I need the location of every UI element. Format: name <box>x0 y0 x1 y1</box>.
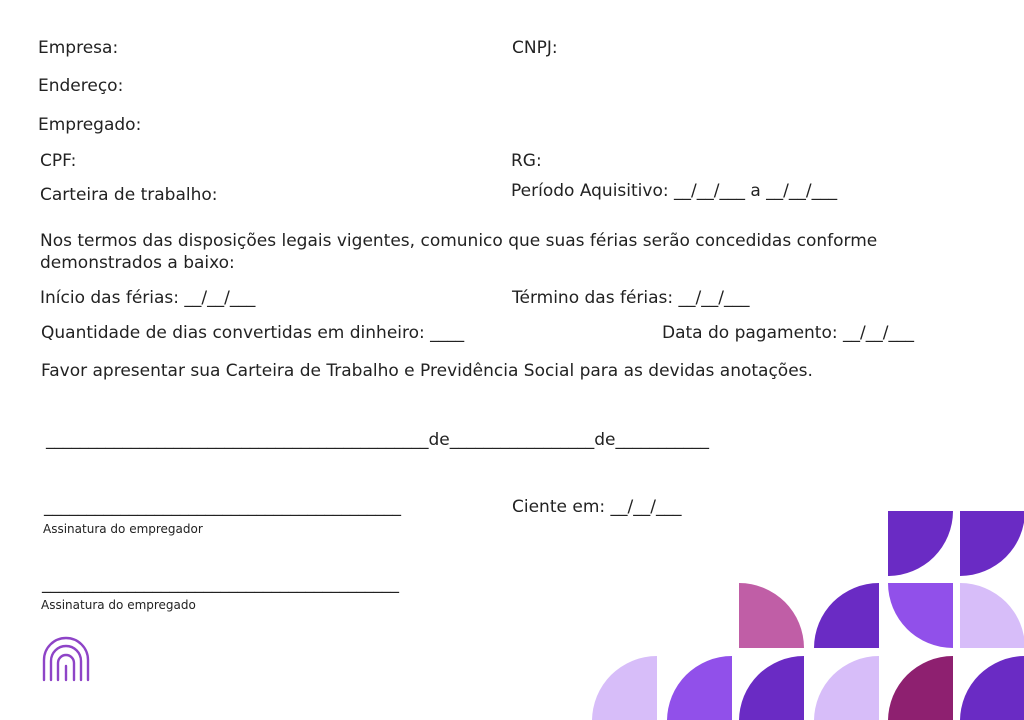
label-carteira: Carteira de trabalho: <box>40 185 218 205</box>
date-place-line: _____________________________________________de_________________de___________ <box>46 430 709 450</box>
deco-quarter <box>667 656 732 720</box>
label-ciente-em: Ciente em: __/__/___ <box>512 497 682 517</box>
label-data-pagamento: Data do pagamento: __/__/___ <box>662 323 914 343</box>
deco-quarter <box>592 656 657 720</box>
deco-quarter <box>888 511 953 576</box>
label-termino-ferias: Término das férias: __/__/___ <box>512 288 750 308</box>
employee-signature-caption: Assinatura do empregado <box>41 598 196 612</box>
label-inicio-ferias: Início das férias: __/__/___ <box>40 288 256 308</box>
deco-quarter <box>814 656 879 720</box>
employee-signature-line: __________________________________________ <box>42 574 399 594</box>
deco-quarter <box>739 583 804 648</box>
intro-paragraph: Nos termos das disposições legais vigentes, comunico que suas férias serão concedidas conforme demonstrados a baixo: <box>40 231 878 273</box>
favor-instruction: Favor apresentar sua Carteira de Trabalho e Previdência Social para as devidas anotações. <box>41 361 813 381</box>
deco-quarter <box>960 511 1024 576</box>
label-periodo-aquisitivo: Período Aquisitivo: __/__/___ a __/__/___ <box>511 181 838 201</box>
label-quantidade-dias: Quantidade de dias convertidas em dinheiro: ____ <box>41 323 465 343</box>
employer-signature-line: __________________________________________ <box>44 497 401 517</box>
deco-quarter <box>888 583 953 648</box>
label-empregado: Empregado: <box>38 115 142 135</box>
label-endereco: Endereço: <box>38 76 124 96</box>
deco-quarter <box>960 583 1024 648</box>
deco-quarter <box>814 583 879 648</box>
deco-quarter <box>739 656 804 720</box>
deco-quarter <box>960 656 1024 720</box>
deco-quarter <box>888 656 953 720</box>
label-cnpj: CNPJ: <box>512 38 558 58</box>
label-rg: RG: <box>511 151 542 171</box>
label-cpf: CPF: <box>40 151 77 171</box>
label-empresa: Empresa: <box>38 38 119 58</box>
employer-signature-caption: Assinatura do empregador <box>43 522 203 536</box>
